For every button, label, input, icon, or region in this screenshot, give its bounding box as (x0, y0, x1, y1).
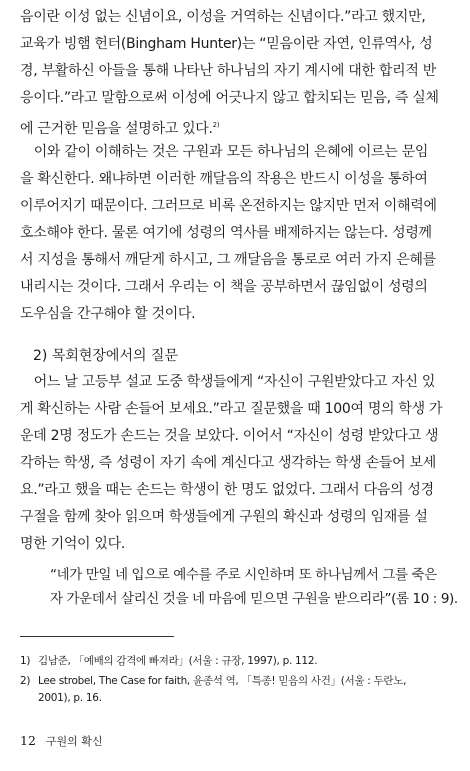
quote-line: “네가 만일 네 입으로 예수를 주로 시인하며 또 하나님께서 그를 죽은 (50, 567, 437, 583)
text-line: 응이다.”라고 말함으로써 이성에 어긋나지 않고 합치되는 믿음, 즉 실체 (20, 90, 439, 106)
text-line: 어느 날 고등부 설교 도중 학생들에게 “자신이 구원받았다고 자신 있 (20, 374, 436, 390)
footnote-divider (20, 636, 174, 637)
text-line: 요.”라고 했을 때는 손드는 학생이 한 명도 없었다. 그래서 다음의 성경 (20, 482, 434, 498)
footnote-ref: 2) (212, 121, 220, 129)
text-line: 운데 2명 정도가 손드는 것을 보았다. 이어서 “자신이 성령 받았다고 생 (20, 428, 439, 444)
text-line: 호소해야 한다. 물론 여기에 성령의 역사를 배제하지는 않는다. 성령께 (20, 225, 432, 241)
footnote-text: Lee strobel, The Case for faith, 윤종석 역, 「특종! 믿음의 사건」(서울 : 두란노, (38, 675, 407, 687)
text-line: 을 확신한다. 왜냐하면 이러한 깨달음의 작용은 반드시 이성을 통하여 (20, 171, 428, 187)
text-line: 도우심을 간구해야 할 것이다. (20, 306, 196, 322)
text-line: 내리시는 것이다. 그래서 우리는 이 책을 공부하면서 끊임없이 성령의 (20, 279, 428, 295)
paragraph-2 (20, 139, 452, 328)
text-line: 게 확신하는 사람 손들어 보세요.”라고 질문했을 때 100여 명의 학생 가 (20, 401, 443, 417)
text-line: 명한 기억이 있다. (20, 536, 126, 552)
text-line (20, 112, 452, 139)
text-line: 교육가 빙햄 헌터(Bingham Hunter)는 “믿음이란 자연, 인류역사, 성 (20, 36, 433, 52)
footnote-number: 2) (20, 675, 31, 687)
footnote-1 (20, 653, 460, 670)
quote-line: 자 가운데서 살리신 것을 네 마음에 믿으면 구원을 받으리라”(롬 10 : 9). (50, 591, 458, 607)
footnote-text: 2001), p. 16. (38, 692, 102, 704)
running-title: 구원의 확신 (45, 735, 103, 748)
text-line: 각하는 학생, 즉 성령이 자기 속에 계신다고 생각하는 학생 손들어 보세 (20, 455, 436, 471)
section-heading: 2) 목회현장에서의 질문 (33, 348, 178, 364)
paragraph-1 (20, 4, 452, 139)
text-line: 이루어지기 때문이다. 그러므로 비록 온전하지는 않지만 먼저 이해력에 (20, 198, 437, 214)
text-line: 경, 부활하신 아들을 통해 나타난 하나님의 자기 계시에 대한 합리적 반 (20, 63, 436, 79)
scripture-quote (50, 563, 458, 611)
text-line: 음이란 이성 없는 신념이요, 이성을 거역하는 신념이다.”라고 했지만, (20, 9, 426, 25)
page-footer (20, 733, 103, 750)
text-line-content: 에 근거한 믿음을 설명하고 있다. (20, 121, 213, 137)
footnote-number: 1) (20, 655, 31, 667)
page-number: 12 (20, 733, 36, 748)
footnote-2 (20, 673, 460, 707)
text-line: 구절을 함께 찾아 읽으며 학생들에게 구원의 확신과 성령의 임재를 설 (20, 509, 428, 525)
footnote-text: 김남준, 「예배의 감격에 빠져라」(서울 : 규장, 1997), p. 112. (38, 655, 318, 667)
paragraph-3 (20, 369, 452, 558)
text-line: 이와 같이 이해하는 것은 구원과 모든 하나님의 은혜에 이르는 문임 (20, 144, 429, 160)
text-line: 서 지성을 통해서 깨닫게 하시고, 그 깨달음을 통로로 여러 가지 은혜를 (20, 252, 436, 268)
